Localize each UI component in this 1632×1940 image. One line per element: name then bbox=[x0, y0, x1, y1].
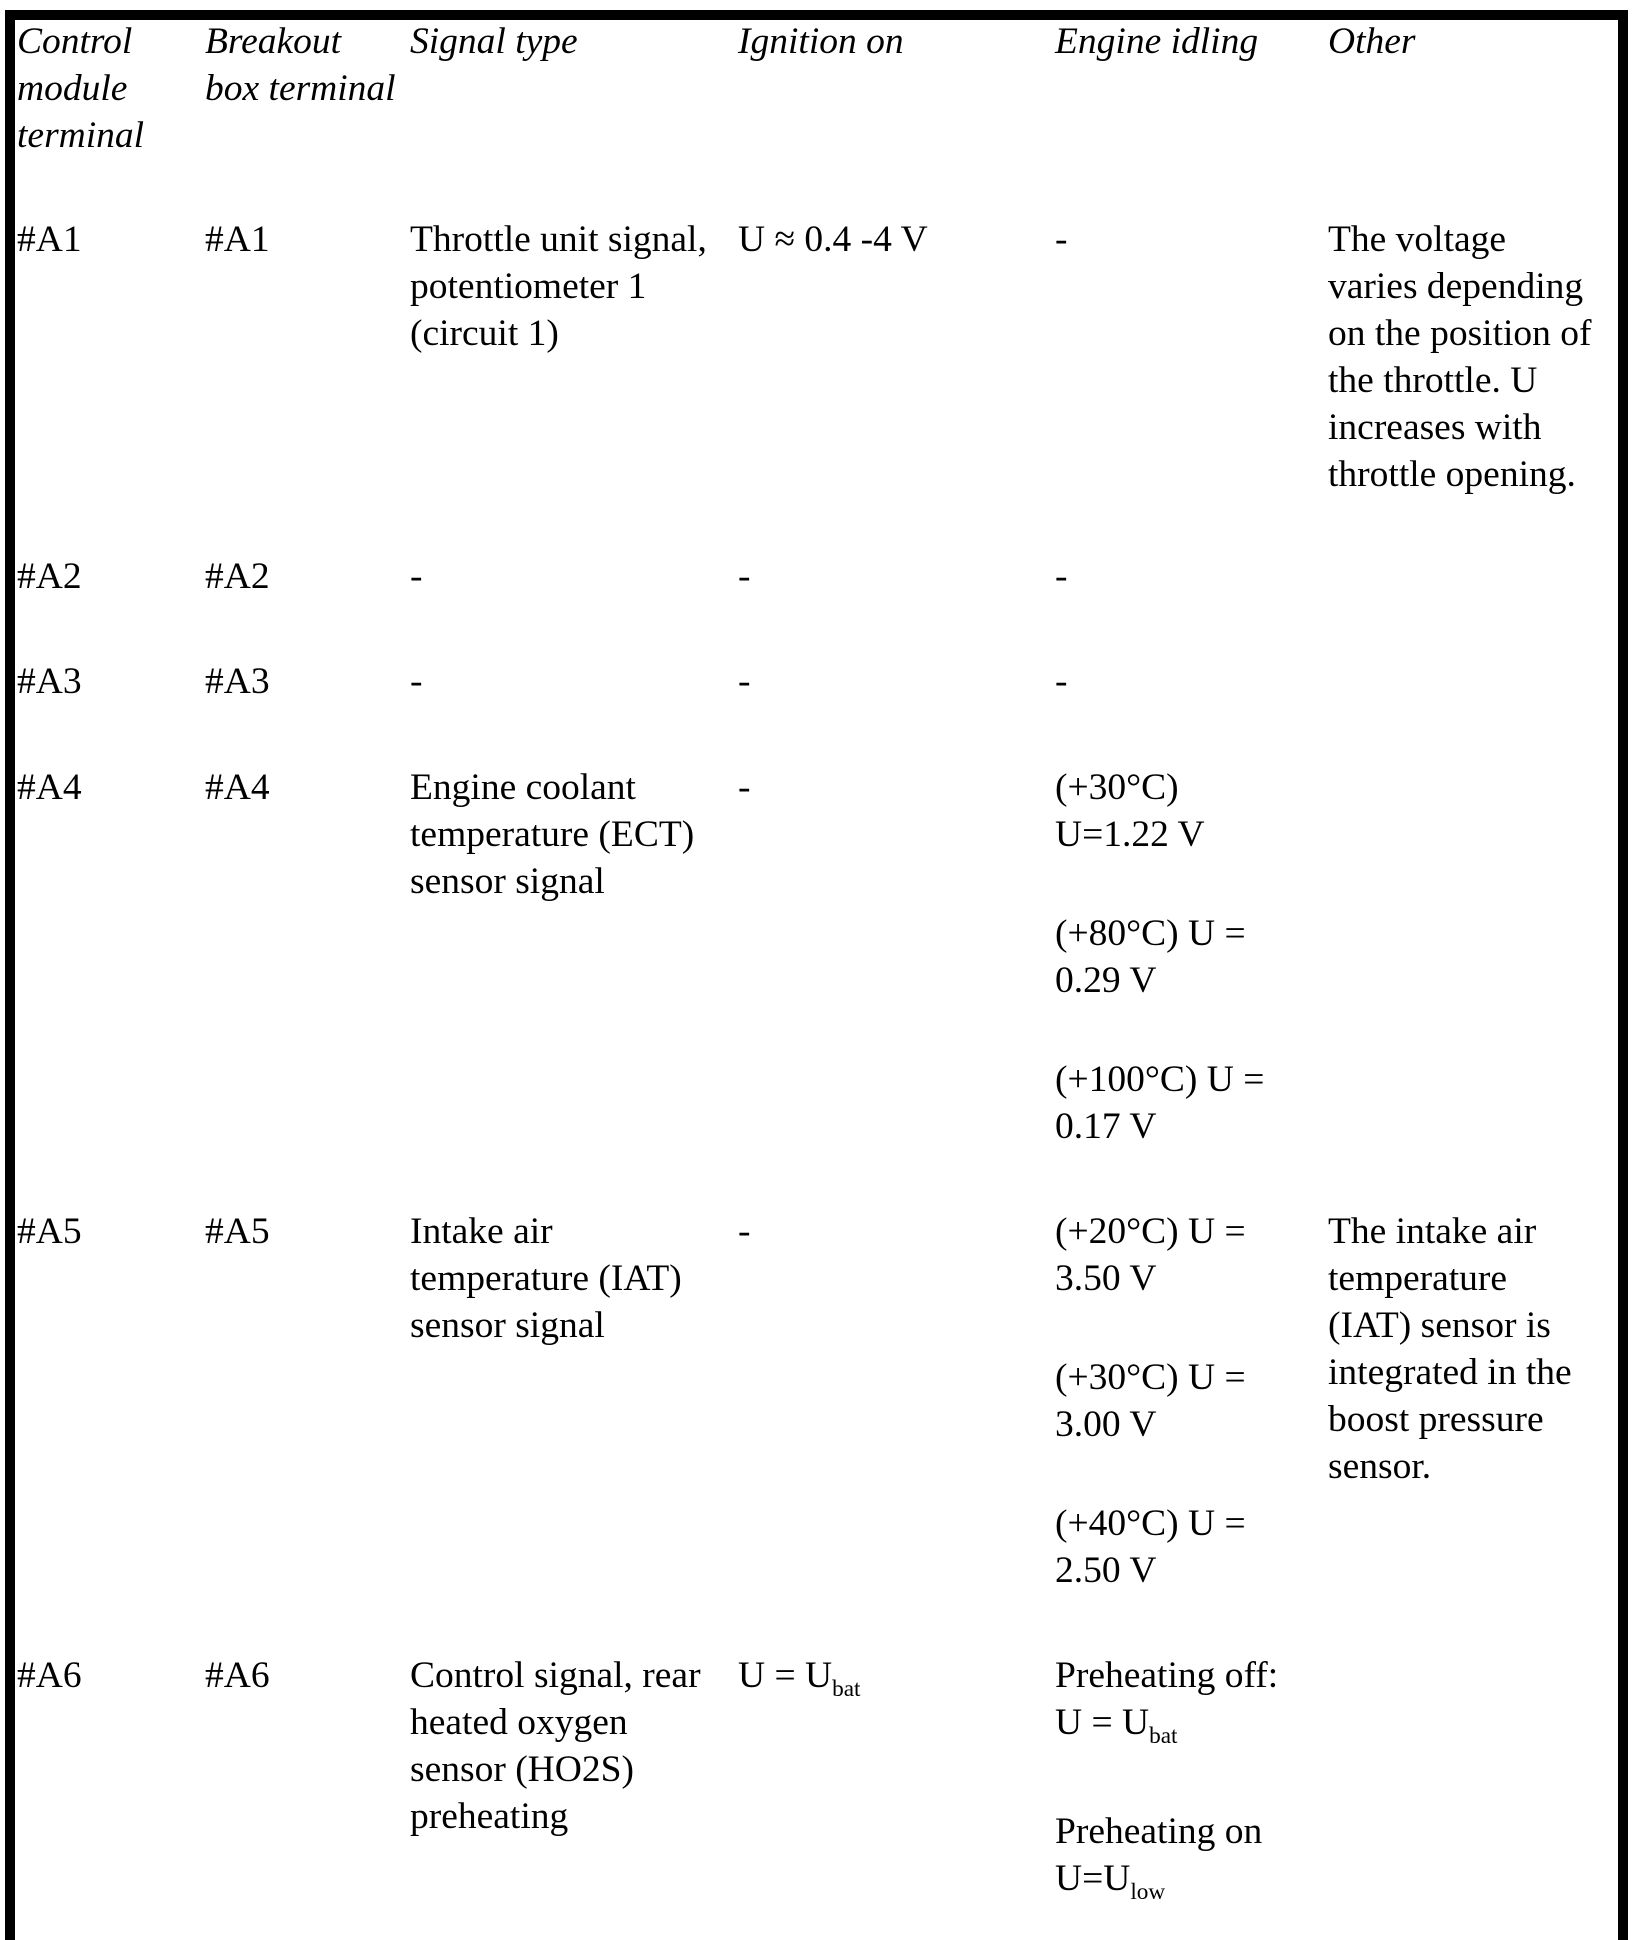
ignition-on-text: U = U bbox=[738, 1655, 833, 1696]
table-row-a1-engine-idling: - bbox=[1055, 219, 1068, 260]
header-breakout-box-terminal: Breakout box terminal bbox=[205, 21, 396, 109]
table-row-a5-breakout-terminal: #A5 bbox=[205, 1211, 270, 1252]
table-row-a3-breakout-terminal: #A3 bbox=[205, 661, 270, 702]
table-row-a5-signal-type: Intake air temperature (IAT) sensor signal bbox=[410, 1211, 682, 1346]
table-row-a2-breakout-terminal: #A2 bbox=[205, 556, 270, 597]
table-row-a5-engine-idling-30c: (+30°C) U = 3.00 V bbox=[1055, 1357, 1246, 1445]
table-row-a6-engine-idling-preheat-on bbox=[1055, 1808, 1263, 1905]
table-row-a5-control-terminal: #A5 bbox=[17, 1211, 82, 1252]
preheat-on-line2: U=U bbox=[1055, 1858, 1131, 1899]
preheat-off-line1: Preheating off: bbox=[1055, 1655, 1279, 1696]
header-ignition-on: Ignition on bbox=[738, 21, 904, 62]
table-row-a3-engine-idling: - bbox=[1055, 661, 1068, 702]
table-row-a4-engine-idling-80c: (+80°C) U = 0.29 V bbox=[1055, 913, 1246, 1001]
header-engine-idling: Engine idling bbox=[1055, 21, 1259, 62]
table-row-a4-control-terminal: #A4 bbox=[17, 767, 82, 808]
ignition-on-subscript: bat bbox=[832, 1675, 861, 1702]
table-row-a6-ignition-on bbox=[738, 1652, 861, 1702]
header-other: Other bbox=[1328, 21, 1416, 62]
table-row-a5-other: The intake air temperature (IAT) sensor is integrated in the boost pressure sensor. bbox=[1328, 1211, 1572, 1487]
preheat-off-subscript: bat bbox=[1149, 1722, 1178, 1749]
preheat-on-subscript: low bbox=[1130, 1878, 1166, 1905]
table-row-a3-signal-type: - bbox=[410, 661, 423, 702]
table-row-a4-ignition-on: - bbox=[738, 767, 751, 808]
table-row-a4-signal-type: Engine coolant temperature (ECT) sensor signal bbox=[410, 767, 695, 902]
table-row-a6-breakout-terminal: #A6 bbox=[205, 1655, 270, 1696]
table-row-a3-ignition-on: - bbox=[738, 661, 751, 702]
table-row-a2-engine-idling: - bbox=[1055, 556, 1068, 597]
table-row-a1-ignition-on: U ≈ 0.4 -4 V bbox=[738, 219, 928, 260]
table-row-a5-engine-idling-20c: (+20°C) U = 3.50 V bbox=[1055, 1211, 1246, 1299]
table-row-a1-control-terminal: #A1 bbox=[17, 219, 82, 260]
table-row-a2-ignition-on: - bbox=[738, 556, 751, 597]
table-row-a1-signal-type: Throttle unit signal, potentiometer 1 (circuit 1) bbox=[410, 219, 707, 354]
header-control-module-terminal: Control module terminal bbox=[17, 21, 145, 156]
table-row-a6-control-terminal: #A6 bbox=[17, 1655, 82, 1696]
table-row-a5-ignition-on: - bbox=[738, 1211, 751, 1252]
table-row-a4-engine-idling-30c: (+30°C) U=1.22 V bbox=[1055, 767, 1205, 855]
preheat-on-line1: Preheating on bbox=[1055, 1811, 1263, 1852]
table-row-a3-control-terminal: #A3 bbox=[17, 661, 82, 702]
table-row-a5-engine-idling-40c: (+40°C) U = 2.50 V bbox=[1055, 1503, 1246, 1591]
preheat-off-line2: U = U bbox=[1055, 1702, 1150, 1743]
table-row-a1-breakout-terminal: #A1 bbox=[205, 219, 270, 260]
header-signal-type: Signal type bbox=[410, 21, 578, 62]
table-row-a1-other: The voltage varies depending on the position of the throttle. U increases with throttle opening. bbox=[1328, 219, 1592, 495]
table-row-a4-engine-idling-100c: (+100°C) U = 0.17 V bbox=[1055, 1059, 1265, 1147]
table-row-a2-signal-type: - bbox=[410, 556, 423, 597]
table-row-a6-engine-idling-preheat-off bbox=[1055, 1652, 1279, 1749]
table-row-a4-breakout-terminal: #A4 bbox=[205, 767, 270, 808]
table-row-a2-control-terminal: #A2 bbox=[17, 556, 82, 597]
table-row-a6-signal-type: Control signal, rear heated oxygen sensor (HO2S) preheating bbox=[410, 1655, 701, 1837]
